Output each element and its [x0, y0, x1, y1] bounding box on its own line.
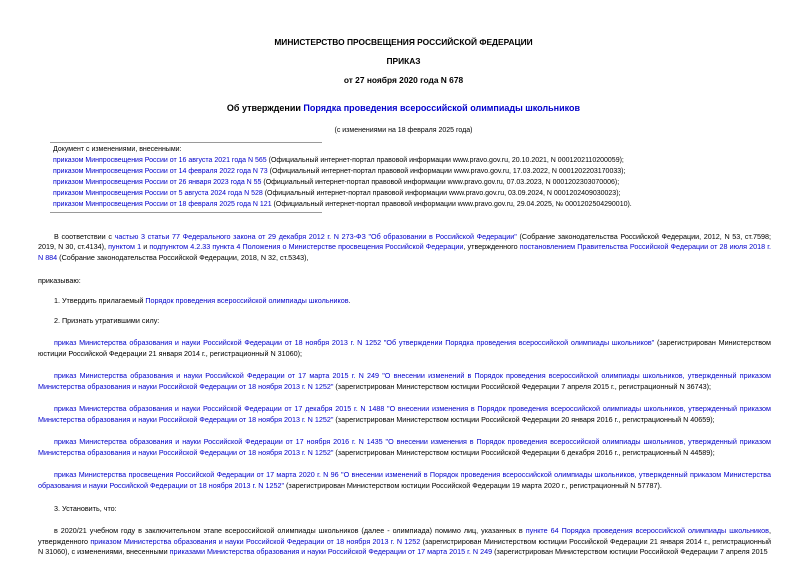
preamble-paragraph: В соответствии с частью 3 статьи 77 Федерального закона от 29 декабря 2012 г. N 273-ФЗ "Об образовании в Российской Федерации" (Собрание законодательства Российской Федерации, 2012, N 53, ст.7598; 2019, N 30, ст.4134), пунктом 1 и подпунктом 4.2.33 пункта 4 Положения о Министерстве просвещения Российской Федерации, утвержденного постановлением Правительства Российской Федерации от 28 июля 2018 г. N 884 (Собрание законодательства Российской Федерации, 2018, N 32, ст.5343), [38, 232, 771, 262]
change-text: (Официальный интернет-портал правовой информации www.pravo.gov.ru, 07.03.2023, N 0001202303070006); [261, 179, 620, 187]
revoked-order-link[interactable]: приказ Министерства образования и науки Российской Федерации от 17 декабря 2015 г. N 1488 "О внесении изменения в Порядок проведения всероссийской олимпиады школьников, утвержденный приказом Министерства образования и науки Российской Федерации от 18 ноября 2013 г. N 1252" [38, 404, 771, 424]
revoked-order-4: приказ Министерства образования и науки Российской Федерации от 17 ноября 2016 г. N 1435 "О внесении изменения в Порядок проведения всероссийской олимпиады школьников, утвержденный приказом Министерства образования и науки Российской Федерации от 18 ноября 2013 г. N 1252" (зарегистрирован Министерством юстиции Российской Федерации 6 декабря 2016 г., регистрационный N 44589); [38, 437, 771, 457]
amendments-note: (с изменениями на 18 февраля 2025 года) [334, 127, 473, 134]
law-link[interactable]: частью 3 статьи 77 Федерального закона от 29 декабря 2012 г. N 273-ФЗ "Об образовании в Российской Федерации" [114, 232, 517, 241]
revoked-order-3: приказ Министерства образования и науки Российской Федерации от 17 декабря 2015 г. N 1488 "О внесении изменения в Порядок проведения всероссийской олимпиады школьников, утвержденный приказом Министерства образования и науки Российской Федерации от 18 ноября 2013 г. N 1252" (зарегистрирован Министерством юстиции Российской Федерации 20 января 2016 г., регистрационный N 40659); [38, 404, 771, 424]
item-3-text-paragraph: в 2020/21 учебном году в заключительном этапе всероссийской олимпиады школьников (далее - олимпиада) помимо лиц, указанных в пункте 64 Порядка проведения всероссийской олимпиады школьников, утвержденного приказом Министерства образования и науки Российской Федерации от 18 ноября 2013 г. N 1252 (зарегистрирован Министерством юстиции Российской Федерации 21 января 2014 г., регистрационный N 31060), с изменениями, внесенными приказами Министерства образования и науки Российской Федерации от 17 марта 2015 г. N 249 (зарегистрирован Министерством юстиции Российской Федерации 7 апреля 2015 [38, 526, 771, 556]
revoked-order-link[interactable]: приказ Министерства образования и науки Российской Федерации от 17 марта 2015 г. N 249 "О внесении изменений в Порядок проведения всероссийской олимпиады школьников, утвержденный приказом Министерства образования и науки Российской Федерации от 18 ноября 2013 г. N 1252" [38, 371, 771, 391]
changes-intro: Документ с изменениями, внесенными: [53, 146, 182, 153]
change-link[interactable]: приказом Минпросвещения России от 5 августа 2024 года N 528 [53, 190, 263, 198]
change-text: (Официальный интернет-портал правовой информации www.pravo.gov.ru, 17.03.2022, N 0001202203170033); [267, 168, 626, 176]
change-item [53, 199, 773, 210]
change-item [53, 177, 773, 188]
revoked-order-link[interactable]: приказ Министерства просвещения Российской Федерации от 17 марта 2020 г. N 96 "О внесении изменений в Порядок проведения всероссийской олимпиады школьников, утвержденный приказом Министерства образования и науки Российской Федерации от 18 ноября 2013 г. N 1252" [38, 470, 771, 490]
item-1-paragraph: 1. Утвердить прилагаемый Порядок проведения всероссийской олимпиады школьников. [54, 295, 351, 305]
revoked-order-5: приказ Министерства просвещения Российской Федерации от 17 марта 2020 г. N 96 "О внесении изменений в Порядок проведения всероссийской олимпиады школьников, утвержденный приказом Министерства образования и науки Российской Федерации от 18 ноября 2013 г. N 1252" (зарегистрирован Министерством юстиции Российской Федерации 19 марта 2020 г., регистрационный N 57787). [38, 470, 771, 490]
change-item [53, 188, 773, 199]
change-text: (Официальный интернет-портал правовой информации www.pravo.gov.ru, 20.10.2021, N 0001202110200059); [266, 157, 624, 165]
revoked-order-1: приказ Министерства образования и науки Российской Федерации от 18 ноября 2013 г. N 1252 "Об утверждении Порядка проведения всероссийской олимпиады школьников" (зарегистрирован Министерством юстиции Российской Федерации 21 января 2014 г., регистрационный N 31060); [38, 338, 771, 358]
decree-link[interactable]: постановлением Правительства Российской Федерации от 28 июля 2018 г. N 884 [38, 242, 771, 262]
change-item [53, 166, 773, 177]
order-249-link[interactable]: приказами Министерства образования и науки Российской Федерации от 17 марта 2015 г. N 249 [169, 547, 493, 556]
order-word: приказываю: [38, 275, 81, 285]
clause-link[interactable]: пунктом 1 [108, 242, 142, 252]
change-text: (Официальный интернет-портал правовой информации www.pravo.gov.ru, 29.04.2025, № 0001202504290010). [271, 201, 632, 209]
item-3-paragraph: 3. Установить, что: [54, 503, 117, 513]
procedure-link[interactable]: Порядок проведения всероссийской олимпиады школьников [145, 295, 349, 305]
ministry-heading: МИНИСТЕРСТВО ПРОСВЕЩЕНИЯ РОССИЙСКОЙ ФЕДЕРАЦИИ [274, 37, 533, 47]
clause-64-link[interactable]: пункте 64 Порядка проведения всероссийской олимпиады школьников [525, 526, 769, 536]
change-link[interactable]: приказом Минпросвещения России от 16 августа 2021 года N 565 [53, 157, 267, 165]
document-type-heading: ПРИКАЗ [386, 56, 421, 66]
change-link[interactable]: приказом Минпросвещения России от 18 февраля 2025 года N 121 [53, 201, 272, 209]
change-link[interactable]: приказом Минпросвещения России от 26 января 2023 года N 55 [53, 179, 262, 187]
change-item [53, 155, 773, 166]
document-title [0, 102, 807, 115]
divider-bottom [50, 212, 322, 213]
regulation-link[interactable]: подпунктом 4.2.33 пункта 4 Положения о Министерстве просвещения Российской Федерации [149, 242, 464, 252]
title-link[interactable]: Порядка проведения всероссийской олимпиады школьников [303, 103, 581, 113]
change-text: (Официальный интернет-портал правовой информации www.pravo.gov.ru, 03.09.2024, N 0001202409030023); [262, 190, 621, 198]
item-2-paragraph: 2. Признать утратившими силу: [54, 315, 160, 325]
revoked-order-link[interactable]: приказ Министерства образования и науки Российской Федерации от 18 ноября 2013 г. N 1252 "Об утверждении Порядка проведения всероссийской олимпиады школьников" [54, 338, 655, 348]
revoked-order-2: приказ Министерства образования и науки Российской Федерации от 17 марта 2015 г. N 249 "О внесении изменений в Порядок проведения всероссийской олимпиады школьников, утвержденный приказом Министерства образования и науки Российской Федерации от 18 ноября 2013 г. N 1252" (зарегистрирован Министерством юстиции Российской Федерации 7 апреля 2015 г., регистрационный N 36743); [38, 371, 771, 391]
revoked-order-link[interactable]: приказ Министерства образования и науки Российской Федерации от 17 ноября 2016 г. N 1435 "О внесении изменения в Порядок проведения всероссийской олимпиады школьников, утвержденный приказом Министерства образования и науки Российской Федерации от 18 ноября 2013 г. N 1252" [38, 437, 771, 457]
title-prefix: Об утверждении [226, 103, 304, 113]
change-link[interactable]: приказом Минпросвещения России от 14 февраля 2022 года N 73 [53, 168, 268, 176]
order-1252-link[interactable]: приказом Министерства образования и науки Российской Федерации от 18 ноября 2013 г. N 1252 [90, 536, 421, 546]
document-body [38, 232, 771, 567]
divider-top [50, 142, 322, 143]
changes-block [53, 144, 773, 210]
date-number-heading: от 27 ноября 2020 года N 678 [343, 75, 464, 85]
